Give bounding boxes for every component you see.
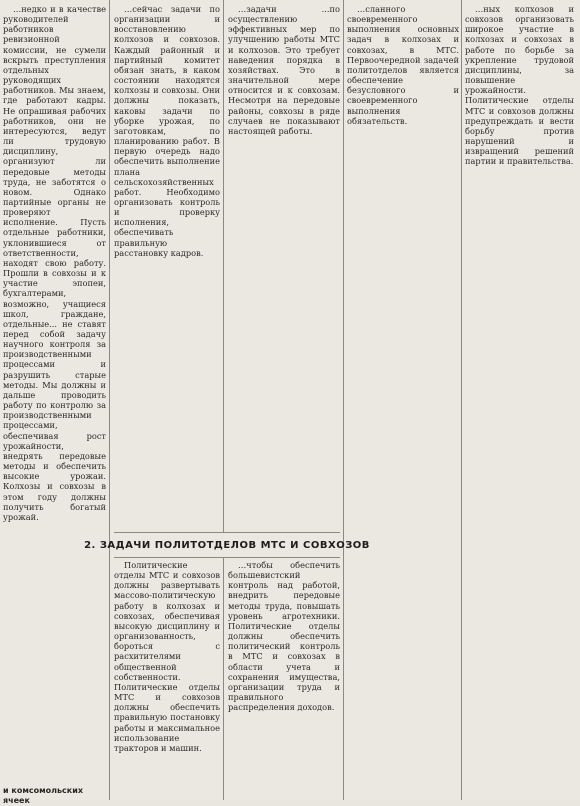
text-column-3	[228, 4, 340, 530]
lower-column-3	[228, 560, 340, 796]
column-rule	[343, 0, 344, 800]
column-rule	[461, 0, 462, 800]
section-heading: 2. ЗАДАЧИ ПОЛИТОТДЕЛОВ МТС И СОВХОЗОВ	[84, 539, 370, 551]
column-rule	[223, 0, 224, 800]
text-column-4	[347, 4, 459, 796]
column-rule	[109, 0, 110, 800]
lower-column-2-text: Политические отделы МТС и совхозов должны развертывать массово-политическую работу в колхозах и совхозах, обеспечивая высокую дисциплину и организованность, бороться с расхитителями общественной собственности. Политические отделы МТС и совхозов должны обеспечить правильную постановку работы и максимальное использование тракторов и машин.	[114, 560, 220, 753]
column-1-text: …недко и в качестве руководителей работников ревизионной комиссии, не сумели вскрыть преступления отдельных руководящих работников. Мы знаем, где работают кадры. Не опрашивая рабочих работников, они не интересуются, ведут ли трудовую дисциплину, организуют ли передовые методы труда, не заботятся о новом. Однако партийные органы не проверяют исполнение. Пусть отдельные работники, уклонившиеся от ответственности, находят свою работу. Прошли в совхозы и к участие эпопеи, бухгалтерами, возможно, учащиеся школ, граждане, отдельные... не ставят перед собой задачу научного контроля за производственными процессами и разрушить старые методы. Мы должны и дальше проводить работу по контролю за производственными процессами, обеспечивая рост урожайности, внедрять передовые методы и обеспечить высокие урожаи. Колхозы и совхозы в этом году должны получить богатый урожай.	[3, 4, 106, 522]
text-column-1	[3, 4, 106, 796]
column-1-ending	[3, 786, 106, 806]
lower-column-2	[114, 560, 220, 796]
column-4-text: …сланного своевременного выполнения основных задач в колхозах и совхозах, в МТС. Первоочередной задачей политотделов является обеспечение безусловного и своевременного выполнения обязательств.	[347, 4, 459, 126]
column-2-text: …сейчас задачи по организации и восстановлению колхозов и совхозов. Каждый районный и партийный комитет обязан знать, в каком состоянии находятся колхозы и совхозы. Они должны показать, каковы задачи по уборке урожая, по заготовкам, по планированию работ. В первую очередь надо обеспечить выполнение плана сельскохозяйственных работ. Необходимо организовать контроль и проверку исполнения, обеспечивать правильную расстановку кадров.	[114, 4, 220, 258]
column-3-text: …задачи ...по осуществлению эффективных мер по улучшению работы МТС и колхозов. Это требует наведения порядка в хозяйствах. Это в значительной мере относится и к совхозам. Несмотря на передовые районы, совхозы в ряде случаев не показывают настоящей работы.	[228, 4, 340, 136]
section-heading-band	[84, 532, 370, 558]
lower-column-3-text: …чтобы обеспечить большевистский контроль над работой, внедрить передовые методы труда, повышать уровень агротехники. Политические отделы должны обеспечить политический контроль в МТС и совхозах в области учета и сохранения имущества, организации труда и правильного распределения доходов.	[228, 560, 340, 713]
text-column-5	[465, 4, 574, 796]
text-column-2	[114, 4, 220, 530]
column-5-text: …ных колхозов и совхозов организовать широкое участие в колхозах и совхозах в работе по борьбе за укрепление трудовой дисциплины, за повышение урожайности. Политические отделы МТС и совхозов должны предупреждать и вести борьбу против нарушений и извращений решений партии и правительства.	[465, 4, 574, 167]
column-1-ending-text: и комсомольских ячеек	[3, 786, 83, 805]
